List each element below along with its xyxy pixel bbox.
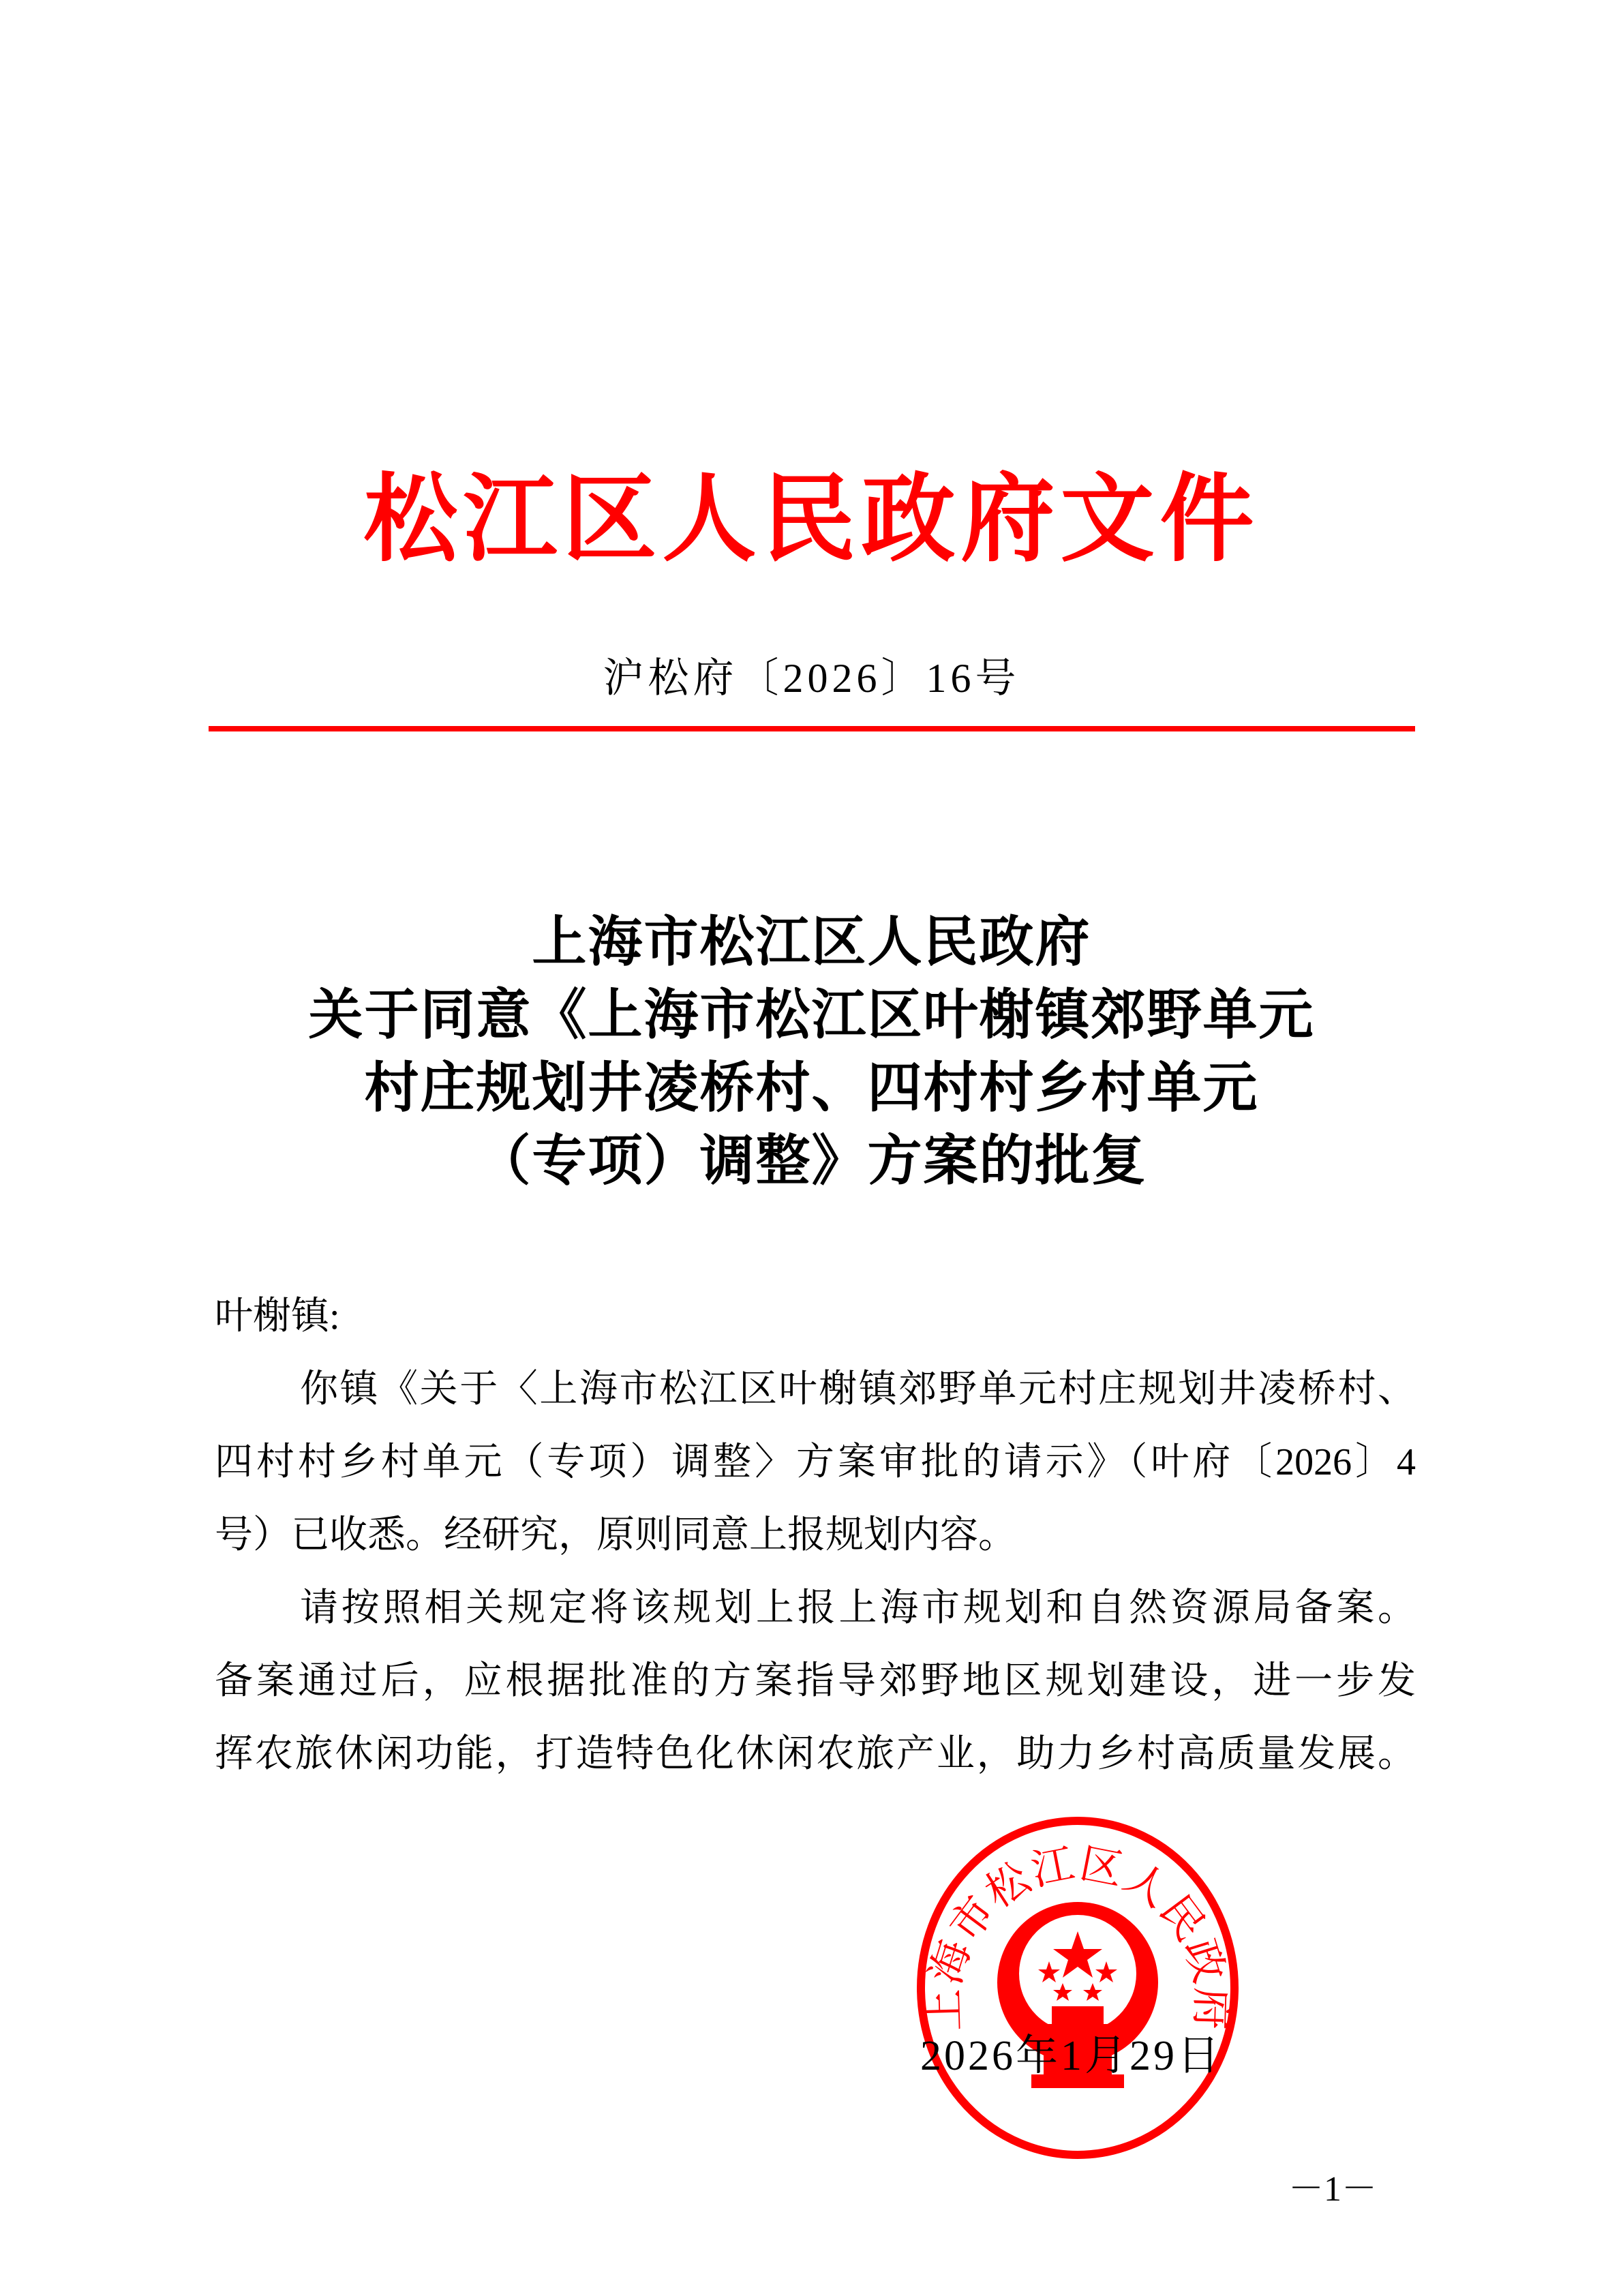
document-number: 沪松府〔2026〕16号 xyxy=(603,656,1020,701)
signature-date: 2026年1月29日 xyxy=(920,2033,1223,2079)
paragraph-2-line-1: 请按照相关规定将该规划上报上海市规划和自然资源局备案。 xyxy=(300,1587,1416,1629)
official-seal xyxy=(915,1815,1240,2160)
salutation: 叶榭镇: xyxy=(215,1295,340,1338)
paragraph-1-line-2: 四村村乡村单元（专项）调整〉方案审批的请示》（叶府〔2026〕4 xyxy=(215,1441,1416,1483)
paragraph-1-line-1: 你镇《关于〈上海市松江区叶榭镇郊野单元村庄规划井凌桥村、 xyxy=(300,1368,1416,1410)
issuer-header-title: 松江区人民政府文件 xyxy=(363,462,1260,575)
document-title-line-3: 村庄规划井凌桥村、四村村乡村单元 xyxy=(364,1055,1259,1119)
paragraph-2-line-3: 挥农旅休闲功能，打造特色化休闲农旅产业，助力乡村高质量发展。 xyxy=(215,1733,1416,1775)
paragraph-1-line-3: 号）已收悉。经研究，原则同意上报规划内容。 xyxy=(215,1514,1016,1556)
page-number: －1－ xyxy=(1288,2170,1377,2209)
document-title-line-2: 关于同意《上海市松江区叶榭镇郊野单元 xyxy=(308,982,1315,1046)
document-title-line-4: （专项）调整》方案的批复 xyxy=(476,1128,1147,1192)
document-title-line-1: 上海市松江区人民政府 xyxy=(532,909,1091,973)
red-separator-rule xyxy=(209,726,1415,731)
seal-text: 上海市松江区人民政府 xyxy=(918,1838,1237,2032)
paragraph-2-line-2: 备案通过后，应根据批准的方案指导郊野地区规划建设，进一步发 xyxy=(215,1660,1416,1702)
